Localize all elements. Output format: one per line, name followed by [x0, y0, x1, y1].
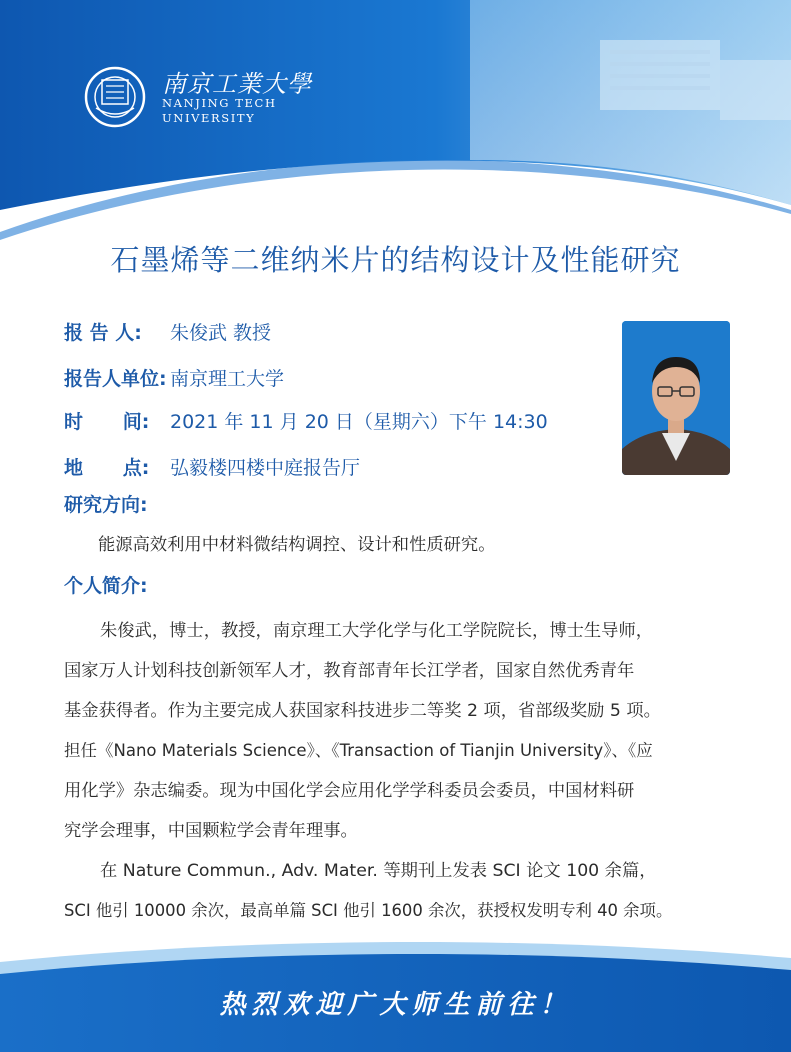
header-banner [0, 0, 791, 240]
bio-line: SCI 他引 10000 余次，最高单篇 SCI 他引 1600 余次，获授权发明专利 40 余项。 [64, 901, 673, 920]
university-emblem-icon [84, 66, 146, 128]
bio-line: 国家万人计划科技创新领军人才，教育部青年长江学者，国家自然优秀青年 [64, 661, 635, 681]
speaker-value: 朱俊武 教授 [170, 322, 272, 344]
bio-text-block [64, 611, 732, 931]
bio-line: 究学会理事，中国颗粒学会青年理事。 [64, 821, 358, 841]
place-label: 地 点: [64, 457, 150, 479]
bio-line: 在 Nature Commun., Adv. Mater. 等期刊上发表 SCI 论文 100 余篇， [100, 861, 657, 881]
bio-line: 基金获得者。作为主要完成人获国家科技进步二等奖 2 项，省部级奖励 5 项。 [64, 701, 661, 721]
university-name-en-line2: UNIVERSITY [162, 111, 256, 125]
speaker-photo [622, 321, 730, 475]
time-value: 2021 年 11 月 20 日（星期六）下午 14:30 [170, 411, 548, 433]
bio-line: 朱俊武，博士，教授，南京理工大学化学与化工学院院长，博士生导师， [100, 621, 654, 641]
research-text: 能源高效利用中材料微结构调控、设计和性质研究。 [98, 535, 496, 555]
unit-value: 南京理工大学 [170, 368, 285, 390]
time-label: 时 间: [64, 411, 150, 433]
university-name-en [162, 96, 277, 126]
speaker-label: 报 告 人: [64, 322, 142, 344]
place-value: 弘毅楼四楼中庭报告厅 [170, 457, 361, 479]
info-row-place [64, 453, 360, 480]
welcome-slogan: 热烈欢迎广大师生前往！ [219, 990, 572, 1020]
research-text-block [64, 525, 732, 565]
bio-heading: 个人简介: [64, 575, 148, 597]
info-row-unit [64, 364, 284, 391]
bio-line: 用化学》杂志编委。现为中国化学会应用化学学科委员会委员，中国材料研 [64, 781, 635, 801]
university-name-cn: 南京工業大學 [162, 70, 312, 98]
info-row-time [64, 407, 548, 434]
research-heading: 研究方向: [64, 494, 148, 516]
info-row-speaker [64, 318, 271, 345]
unit-label: 报告人单位: [64, 368, 167, 390]
lecture-title: 石墨烯等二维纳米片的结构设计及性能研究 [110, 243, 681, 277]
bio-line: 担任《Nano Materials Science》、《Transaction of Tianjin University》、《应 [64, 741, 653, 760]
university-name-en-line1: NANJING TECH [162, 96, 277, 110]
